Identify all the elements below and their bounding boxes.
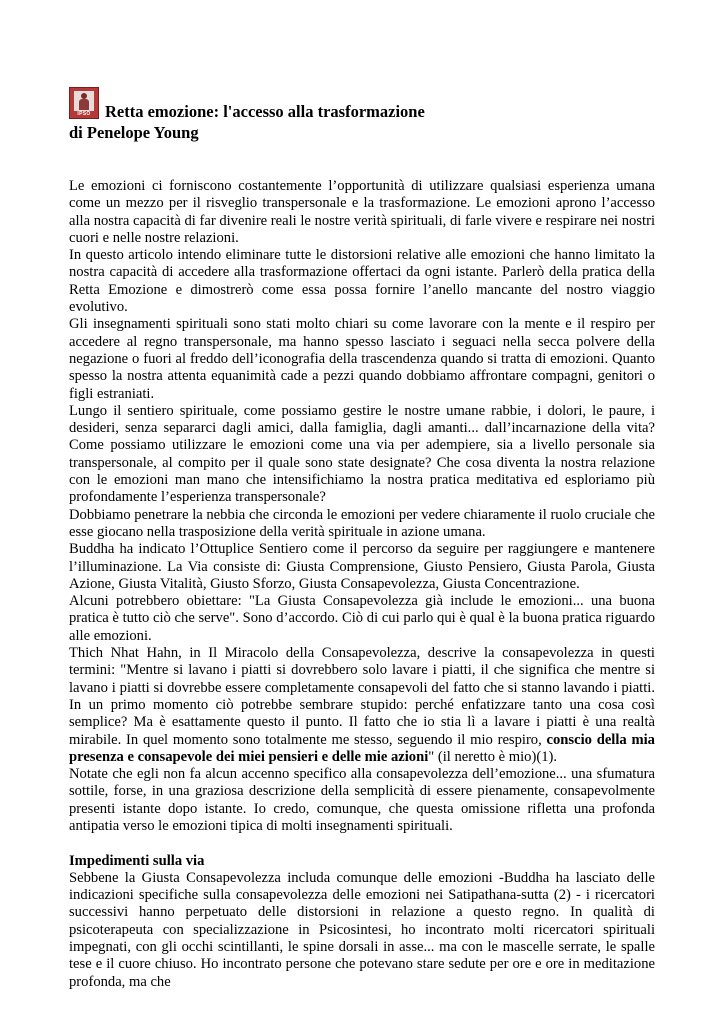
quote-bold-text: conscio della mia presenza e consapevole dei miei pensieri e delle mie azioni bbox=[69, 731, 655, 765]
paragraph: Alcuni potrebbero obiettare: "La Giusta Consapevolezza già include le emozioni... una buona pratica è tutto ciò che serve". Sono d’accordo. Ciò di cui parlo qui è qual è la buona pratica riguardo alle emozioni. bbox=[69, 593, 655, 644]
section-heading: Impedimenti sulla via bbox=[69, 852, 205, 869]
paragraph: Notate che egli non fa alcun accenno specifico alla consapevolezza dell’emozione... una sfumatura sottile, forse, in una graziosa descrizione della semplicità di essere pienamente, consapevolmente presenti istante dopo istante. Io credo, comunque, che questa omissione rifletta una profonda antipatia verso le emozioni tipica di molti insegnamenti spirituali. bbox=[69, 766, 655, 834]
paragraph: Lungo il sentiero spirituale, come possiamo gestire le nostre umane rabbie, i dolori, le paure, i desideri, senza separarci dagli amici, dalla famiglia, dagli amanti... dall’incarnazione della vita? Come possiamo utilizzare le emozioni come una via per adempiere, sia a livello personale sia transpersonale, al compito per il quale sono state designate? Che cosa diventa la nostra relazione con le emozioni man mano che intensifichiamo la nostra pratica meditativa ed esploriamo più profondamente l’esperienza transpersonale? bbox=[69, 402, 655, 506]
logo-figure-icon bbox=[74, 91, 94, 111]
quote-paragraph bbox=[69, 645, 655, 766]
paragraph: Gli insegnamenti spirituali sono stati molto chiari su come lavorare con la mente e il respiro per accedere al regno transpersonale, ma hanno spesso lasciato i seguaci nella secca polvere della negazione o fuori al freddo dell’iconografia della trascendenza quando si tratta di emozioni. Quanto spesso la nostra attenta equanimità cade a pezzi quando dobbiamo affrontare compagni, genitori o figli estraniati. bbox=[69, 316, 655, 402]
paragraph: Sebbene la Giusta Consapevolezza includa comunque delle emozioni -Buddha ha lasciato delle indicazioni specifiche sulla consapevolezza delle emozioni nei Satipathana-sutta (2) - i ricercatori successivi hanno perpetuato delle distorsioni in relazione a questo regno. In qualità di psicoterapeuta con specializzazione in Psicosintesi, ho incontrato molti ricercatori spirituali impegnati, con gli occhi scintillanti, le spine dorsali in asse... ma con le mascelle serrate, le spalle tese e il cuore chiuso. Ho incontrato persone che potevano stare sedute per ore e ore in meditazione profonda, ma che bbox=[69, 869, 655, 990]
ipso-logo bbox=[69, 87, 99, 119]
article-title: Retta emozione: l'accesso alla trasformazione bbox=[105, 102, 425, 121]
article-body bbox=[69, 178, 655, 991]
quote-text: Thich Nhat Hahn, in Il Miracolo della Consapevolezza, descrive la consapevolezza in questi termini: "Mentre si lavano i piatti si dovrebbero solo lavare i piatti, il che significa che mentre si lavano i piatti si dovrebbe essere completamente consapevoli del fatto che si stanno lavando i piatti. In un primo momento ciò potrebbe sembrare stupido: perché enfatizzare tanto una cosa così semplice? Ma è esattamente questo il punto. Il fatto che io stia lì a lavare i piatti è una realtà mirabile. In quel momento sono totalmente me stesso, seguendo il mio respiro, bbox=[69, 645, 655, 748]
article-author: di Penelope Young bbox=[69, 123, 199, 142]
logo-text: IPSO bbox=[77, 111, 91, 117]
quote-text-end: " (il neretto è mio)(1). bbox=[428, 748, 557, 765]
paragraph: Buddha ha indicato l’Ottuplice Sentiero come il percorso da seguire per raggiungere e mantenere l’illuminazione. La Via consiste di: Giusta Comprensione, Giusto Pensiero, Giusta Parola, Giusta Azione, Giusta Vitalità, Giusto Sforzo, Giusta Consapevolezza, Giusta Concentrazione. bbox=[69, 541, 655, 592]
paragraph: Le emozioni ci forniscono costantemente l’opportunità di utilizzare qualsiasi esperienza umana come un mezzo per il risveglio transpersonale e la trasformazione. Le emozioni aprono l’accesso alla nostra capacità di far divenire reali le nostre verità spirituali, di farle vivere e respirare nei nostri cuori e nelle nostre relazioni. bbox=[69, 178, 655, 246]
paragraph: In questo articolo intendo eliminare tutte le distorsioni relative alle emozioni che hanno limitato la nostra capacità di accedere alla trasformazione offertaci da ogni istante. Parlerò della pratica della Retta Emozione e dimostrerò come essa possa fornire l’anello mancante del nostro viaggio evolutivo. bbox=[69, 247, 655, 316]
paragraph: Dobbiamo penetrare la nebbia che circonda le emozioni per vedere chiaramente il ruolo cruciale che esse giocano nella trasposizione della verità spirituale in azione umana. bbox=[69, 506, 655, 540]
